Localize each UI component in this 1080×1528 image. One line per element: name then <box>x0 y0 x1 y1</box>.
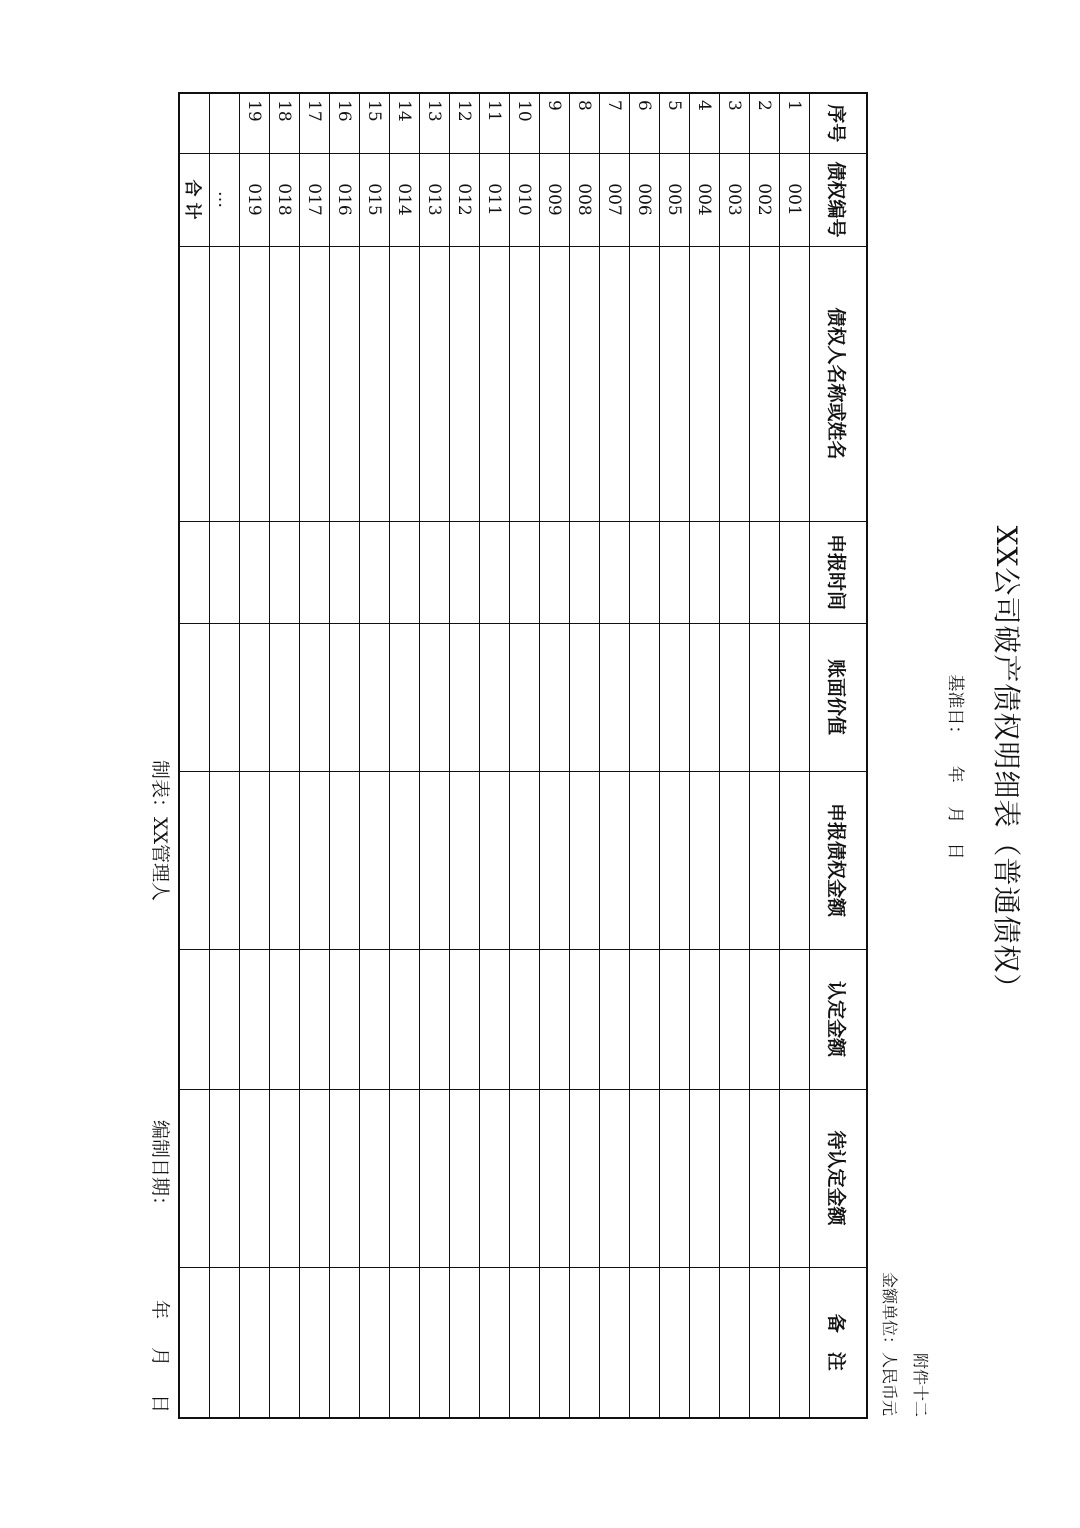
row-empty-cell <box>690 623 720 771</box>
row-empty-cell <box>270 1267 300 1418</box>
table-row <box>630 93 660 1418</box>
row-empty-cell <box>210 623 240 771</box>
row-seq: 16 <box>330 93 360 153</box>
header-confirmed-amount: 认定金额 <box>810 949 868 1089</box>
row-empty-cell <box>660 949 690 1089</box>
header-declared-amount: 申报债权金额 <box>810 771 868 949</box>
footer-maker: 制表：XX管理人 <box>149 760 171 902</box>
base-date <box>945 0 970 1528</box>
row-empty-cell <box>450 246 480 521</box>
row-empty-cell <box>450 1089 480 1267</box>
row-empty-cell <box>750 623 780 771</box>
row-empty-cell <box>330 521 360 623</box>
row-seq: 19 <box>240 93 270 153</box>
row-empty-cell <box>450 521 480 623</box>
row-empty-cell <box>720 246 750 521</box>
row-empty-cell <box>420 623 450 771</box>
header-creditor-name: 债权人名称或姓名 <box>810 246 868 521</box>
footer-date-label: 编制日期： <box>149 1120 171 1216</box>
row-empty-cell <box>510 1267 540 1418</box>
table-row <box>420 93 450 1418</box>
row-seq: 3 <box>720 93 750 153</box>
row-empty-cell <box>300 1267 330 1418</box>
row-empty-cell <box>360 246 390 521</box>
row-empty-cell <box>570 771 600 949</box>
table-row <box>480 93 510 1418</box>
row-empty-cell <box>420 1267 450 1418</box>
row-empty-cell <box>390 521 420 623</box>
row-empty-cell <box>750 1089 780 1267</box>
row-empty-cell <box>720 521 750 623</box>
attachment-label: 附件十二 <box>911 1353 930 1418</box>
row-empty-cell <box>630 771 660 949</box>
row-empty-cell <box>660 1267 690 1418</box>
row-empty-cell <box>330 771 360 949</box>
row-seq <box>210 93 240 153</box>
claims-table <box>178 92 868 1419</box>
row-empty-cell <box>390 771 420 949</box>
row-empty-cell <box>570 949 600 1089</box>
row-empty-cell <box>780 1267 810 1418</box>
row-empty-cell <box>570 623 600 771</box>
footer-month: 月 <box>149 1347 171 1367</box>
row-empty-cell <box>270 771 300 949</box>
row-empty-cell <box>540 1089 570 1267</box>
row-seq: 4 <box>690 93 720 153</box>
row-empty-cell <box>720 623 750 771</box>
table-row <box>270 93 300 1418</box>
row-empty-cell <box>720 949 750 1089</box>
table-row <box>210 93 240 1418</box>
header-book-value: 账面价值 <box>810 623 868 771</box>
row-empty-cell <box>750 949 780 1089</box>
table-row <box>750 93 780 1418</box>
row-seq: 17 <box>300 93 330 153</box>
row-claim-code: 002 <box>750 153 780 246</box>
table-row <box>330 93 360 1418</box>
row-empty-cell <box>690 521 720 623</box>
row-empty-cell <box>510 771 540 949</box>
row-empty-cell <box>210 246 240 521</box>
total-empty-cell <box>179 623 210 771</box>
total-empty-cell <box>179 949 210 1089</box>
total-label: 合 计 <box>179 153 210 246</box>
row-empty-cell <box>600 1267 630 1418</box>
row-seq: 7 <box>600 93 630 153</box>
row-empty-cell <box>360 1089 390 1267</box>
row-empty-cell <box>420 246 450 521</box>
row-empty-cell <box>270 246 300 521</box>
table-row <box>540 93 570 1418</box>
document-title: XX公司破产债权明细表（普通债权） <box>990 525 1023 1003</box>
row-empty-cell <box>570 1089 600 1267</box>
total-empty-cell <box>179 1089 210 1267</box>
row-empty-cell <box>390 1267 420 1418</box>
row-empty-cell <box>420 949 450 1089</box>
row-empty-cell <box>420 1089 450 1267</box>
row-empty-cell <box>540 246 570 521</box>
row-claim-code: 019 <box>240 153 270 246</box>
row-claim-code: 010 <box>510 153 540 246</box>
row-empty-cell <box>720 1267 750 1418</box>
row-empty-cell <box>540 949 570 1089</box>
total-empty-cell <box>179 771 210 949</box>
row-empty-cell <box>600 623 630 771</box>
total-empty-cell <box>179 1267 210 1418</box>
footer-date-fields <box>148 1300 175 1435</box>
row-empty-cell <box>390 1089 420 1267</box>
base-date-month: 月 <box>945 806 965 824</box>
row-empty-cell <box>780 246 810 521</box>
row-empty-cell <box>300 623 330 771</box>
row-empty-cell <box>660 1089 690 1267</box>
row-seq: 5 <box>660 93 690 153</box>
row-seq: 15 <box>360 93 390 153</box>
row-empty-cell <box>240 623 270 771</box>
row-claim-code: 011 <box>480 153 510 246</box>
row-empty-cell <box>630 1267 660 1418</box>
row-seq: 11 <box>480 93 510 153</box>
row-empty-cell <box>450 1267 480 1418</box>
row-empty-cell <box>510 623 540 771</box>
row-seq: 9 <box>540 93 570 153</box>
row-empty-cell <box>210 1089 240 1267</box>
table-row <box>660 93 690 1418</box>
row-empty-cell <box>780 1089 810 1267</box>
row-claim-code: 013 <box>420 153 450 246</box>
row-empty-cell <box>240 246 270 521</box>
row-empty-cell <box>360 1267 390 1418</box>
row-empty-cell <box>720 1089 750 1267</box>
header-remarks: 备 注 <box>810 1267 868 1418</box>
row-empty-cell <box>270 949 300 1089</box>
row-empty-cell <box>480 1089 510 1267</box>
row-empty-cell <box>330 623 360 771</box>
row-empty-cell <box>630 521 660 623</box>
row-empty-cell <box>240 521 270 623</box>
row-empty-cell <box>600 521 630 623</box>
row-claim-code: 014 <box>390 153 420 246</box>
row-empty-cell <box>780 623 810 771</box>
row-empty-cell <box>330 949 360 1089</box>
row-claim-code: 009 <box>540 153 570 246</box>
row-claim-code: 006 <box>630 153 660 246</box>
base-date-label: 基准日： <box>945 674 965 743</box>
table-row <box>780 93 810 1418</box>
row-empty-cell <box>210 949 240 1089</box>
row-claim-code: 007 <box>600 153 630 246</box>
row-empty-cell <box>420 521 450 623</box>
row-empty-cell <box>480 949 510 1089</box>
row-empty-cell <box>270 623 300 771</box>
row-empty-cell <box>270 521 300 623</box>
row-empty-cell <box>540 1267 570 1418</box>
header-declare-time: 申报时间 <box>810 521 868 623</box>
row-empty-cell <box>480 246 510 521</box>
table-row <box>570 93 600 1418</box>
row-empty-cell <box>450 949 480 1089</box>
row-empty-cell <box>690 949 720 1089</box>
row-empty-cell <box>210 771 240 949</box>
row-empty-cell <box>480 521 510 623</box>
row-empty-cell <box>570 1267 600 1418</box>
row-empty-cell <box>660 521 690 623</box>
total-empty-cell <box>179 246 210 521</box>
row-seq: 1 <box>780 93 810 153</box>
row-empty-cell <box>780 771 810 949</box>
row-empty-cell <box>660 246 690 521</box>
row-empty-cell <box>690 246 720 521</box>
amount-unit: 金额单位：人民币元 <box>880 1272 899 1417</box>
row-empty-cell <box>510 521 540 623</box>
row-empty-cell <box>780 949 810 1089</box>
row-seq: 14 <box>390 93 420 153</box>
row-claim-code: 018 <box>270 153 300 246</box>
footer-day: 日 <box>149 1394 171 1414</box>
row-claim-code: 015 <box>360 153 390 246</box>
table-row <box>690 93 720 1418</box>
row-empty-cell <box>690 1089 720 1267</box>
total-empty-cell <box>179 521 210 623</box>
row-empty-cell <box>210 1267 240 1418</box>
row-empty-cell <box>330 1267 360 1418</box>
header-claim-code: 债权编号 <box>810 153 868 246</box>
row-seq: 10 <box>510 93 540 153</box>
row-empty-cell <box>510 949 540 1089</box>
row-empty-cell <box>420 771 450 949</box>
row-seq: 12 <box>450 93 480 153</box>
row-empty-cell <box>540 771 570 949</box>
row-empty-cell <box>360 771 390 949</box>
row-empty-cell <box>300 771 330 949</box>
row-empty-cell <box>330 246 360 521</box>
total-row <box>179 93 210 1418</box>
header-seq: 序号 <box>810 93 868 153</box>
table-row <box>360 93 390 1418</box>
row-empty-cell <box>630 1089 660 1267</box>
table-row <box>390 93 420 1418</box>
row-empty-cell <box>390 623 420 771</box>
table-row <box>510 93 540 1418</box>
row-empty-cell <box>540 623 570 771</box>
base-date-year: 年 <box>945 765 965 783</box>
row-claim-code: 017 <box>300 153 330 246</box>
row-empty-cell <box>300 1089 330 1267</box>
row-empty-cell <box>240 1089 270 1267</box>
row-empty-cell <box>390 949 420 1089</box>
row-empty-cell <box>210 521 240 623</box>
row-claim-code: 001 <box>780 153 810 246</box>
row-claim-code: 016 <box>330 153 360 246</box>
row-claim-code: 005 <box>660 153 690 246</box>
row-empty-cell <box>300 521 330 623</box>
row-seq: 2 <box>750 93 780 153</box>
row-seq: 6 <box>630 93 660 153</box>
row-empty-cell <box>540 521 570 623</box>
row-empty-cell <box>720 771 750 949</box>
row-seq: 13 <box>420 93 450 153</box>
row-empty-cell <box>510 1089 540 1267</box>
table-row <box>600 93 630 1418</box>
row-claim-code: … <box>210 153 240 246</box>
table-header-row <box>810 93 868 1418</box>
row-empty-cell <box>390 246 420 521</box>
row-empty-cell <box>450 771 480 949</box>
row-empty-cell <box>480 1267 510 1418</box>
row-claim-code: 004 <box>690 153 720 246</box>
row-empty-cell <box>600 949 630 1089</box>
row-empty-cell <box>600 246 630 521</box>
total-seq-cell <box>179 93 210 153</box>
row-empty-cell <box>300 246 330 521</box>
row-seq: 18 <box>270 93 300 153</box>
footer-year: 年 <box>149 1300 171 1320</box>
row-empty-cell <box>690 1267 720 1418</box>
row-empty-cell <box>630 623 660 771</box>
row-empty-cell <box>690 771 720 949</box>
row-empty-cell <box>360 623 390 771</box>
row-empty-cell <box>240 949 270 1089</box>
row-claim-code: 012 <box>450 153 480 246</box>
row-empty-cell <box>300 949 330 1089</box>
row-empty-cell <box>600 1089 630 1267</box>
row-empty-cell <box>570 246 600 521</box>
row-empty-cell <box>480 623 510 771</box>
base-date-day: 日 <box>945 842 965 860</box>
table-row <box>720 93 750 1418</box>
row-empty-cell <box>750 1267 780 1418</box>
row-empty-cell <box>240 771 270 949</box>
table-row <box>450 93 480 1418</box>
row-empty-cell <box>240 1267 270 1418</box>
row-empty-cell <box>660 623 690 771</box>
row-empty-cell <box>630 949 660 1089</box>
row-seq: 8 <box>570 93 600 153</box>
row-empty-cell <box>750 246 780 521</box>
table-row <box>300 93 330 1418</box>
row-empty-cell <box>360 949 390 1089</box>
row-claim-code: 003 <box>720 153 750 246</box>
row-empty-cell <box>360 521 390 623</box>
row-empty-cell <box>330 1089 360 1267</box>
row-empty-cell <box>450 623 480 771</box>
row-empty-cell <box>750 521 780 623</box>
row-empty-cell <box>570 521 600 623</box>
table-row <box>240 93 270 1418</box>
row-empty-cell <box>480 771 510 949</box>
row-empty-cell <box>630 246 660 521</box>
row-empty-cell <box>510 246 540 521</box>
row-claim-code: 008 <box>570 153 600 246</box>
header-pending-amount: 待认定金额 <box>810 1089 868 1267</box>
row-empty-cell <box>780 521 810 623</box>
row-empty-cell <box>660 771 690 949</box>
row-empty-cell <box>600 771 630 949</box>
row-empty-cell <box>750 771 780 949</box>
row-empty-cell <box>270 1089 300 1267</box>
